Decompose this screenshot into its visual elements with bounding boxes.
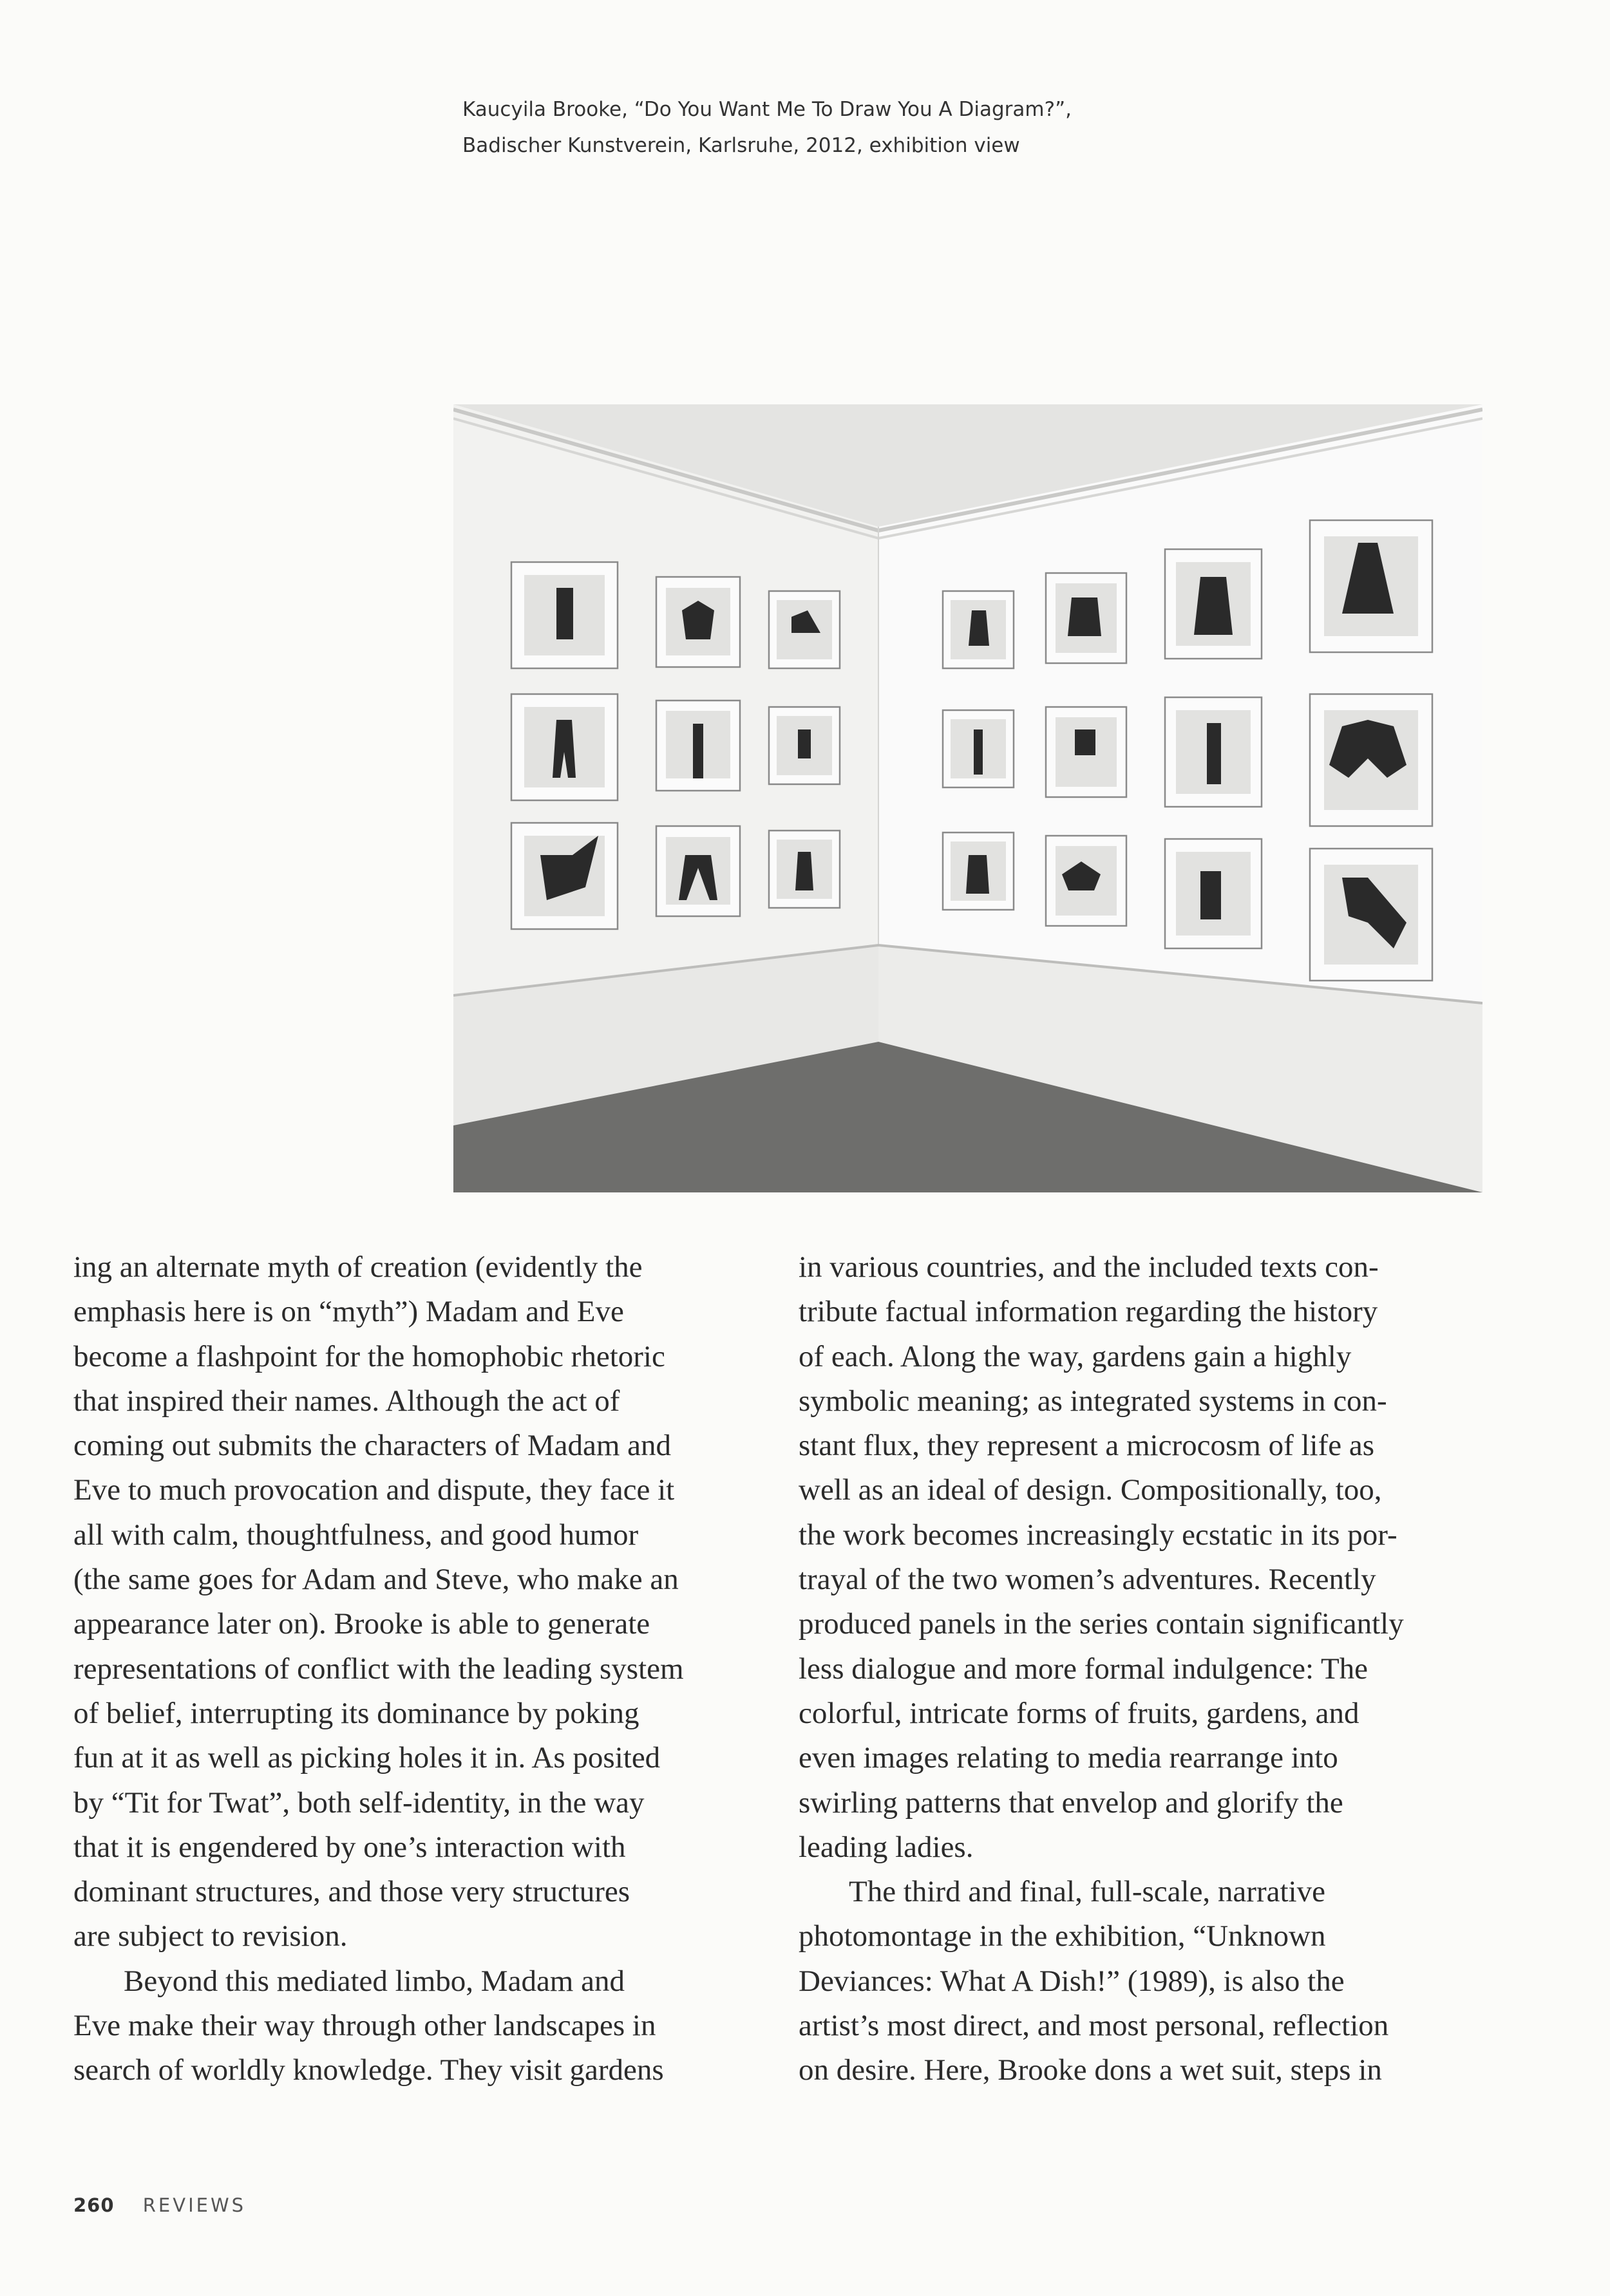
text-line: search of worldly knowledge. They visit gardens — [73, 2053, 664, 2087]
text-line: colorful, intricate forms of fruits, gardens, and — [799, 1696, 1359, 1730]
text-line: Eve make their way through other landscapes in — [73, 2009, 656, 2043]
left-text-column — [73, 1245, 717, 2093]
page-number: 260 — [73, 2194, 115, 2216]
photo-caption — [462, 91, 1235, 164]
text-line: representations of conflict with the leading system — [73, 1651, 684, 1686]
text-line: ing an alternate myth of creation (evidently the — [73, 1250, 643, 1284]
text-line: tribute factual information regarding the history — [799, 1295, 1378, 1329]
paragraph — [799, 1870, 1443, 2093]
paragraph — [73, 1959, 717, 2093]
text-line: Deviances: What A Dish!” (1989), is also the — [799, 1964, 1345, 1998]
caption-line-2: Badischer Kunstverein, Karlsruhe, 2012, exhibition view — [462, 134, 1020, 157]
text-line: swirling patterns that envelop and glorify the — [799, 1785, 1343, 1820]
section-label: REVIEWS — [142, 2194, 247, 2216]
page-footer — [73, 2194, 246, 2216]
text-line: Eve to much provocation and dispute, they face it — [73, 1473, 675, 1507]
text-line: trayal of the two women’s adventures. Recently — [799, 1563, 1376, 1597]
text-line: become a flashpoint for the homophobic rhetoric — [73, 1339, 665, 1373]
text-line: by “Tit for Twat”, both self-identity, in the way — [73, 1785, 645, 1820]
text-line: all with calm, thoughtfulness, and good humor — [73, 1518, 639, 1552]
text-line: photomontage in the exhibition, “Unknown — [799, 1919, 1326, 1953]
text-line: the work becomes increasingly ecstatic in its por- — [799, 1518, 1397, 1552]
text-line: less dialogue and more formal indulgence: The — [799, 1651, 1368, 1686]
text-line: stant flux, they represent a microcosm of life as — [799, 1429, 1375, 1463]
text-line: coming out submits the characters of Madam and — [73, 1429, 671, 1463]
text-line: appearance later on). Brooke is able to generate — [73, 1607, 650, 1641]
text-line: artist’s most direct, and most personal, reflection — [799, 2009, 1389, 2043]
text-line: (the same goes for Adam and Steve, who make an — [73, 1563, 679, 1597]
text-line: leading ladies. — [799, 1830, 974, 1864]
text-line: are subject to revision. — [73, 1919, 348, 1953]
text-line: Beyond this mediated limbo, Madam and — [124, 1964, 625, 1998]
right-text-column — [799, 1245, 1443, 2093]
paragraph — [799, 1245, 1443, 1870]
text-line: well as an ideal of design. Compositionally, too, — [799, 1473, 1382, 1507]
text-line: that it is engendered by one’s interaction with — [73, 1830, 626, 1864]
text-line: of belief, interrupting its dominance by poking — [73, 1696, 639, 1730]
paragraph — [73, 1245, 717, 1959]
text-line: even images relating to media rearrange into — [799, 1741, 1338, 1775]
caption-line-1: Kaucyila Brooke, “Do You Want Me To Draw You A Diagram?”, — [462, 98, 1072, 121]
exhibition-photo — [453, 404, 1482, 1192]
text-line: on desire. Here, Brooke dons a wet suit, steps in — [799, 2053, 1382, 2087]
text-line: emphasis here is on “myth”) Madam and Eve — [73, 1295, 624, 1329]
text-line: that inspired their names. Although the act of — [73, 1384, 620, 1418]
text-line: of each. Along the way, gardens gain a highly — [799, 1339, 1352, 1373]
text-line: produced panels in the series contain significantly — [799, 1607, 1404, 1641]
text-line: symbolic meaning; as integrated systems in con- — [799, 1384, 1387, 1418]
text-line: dominant structures, and those very structures — [73, 1875, 630, 1909]
text-line: The third and final, full-scale, narrative — [849, 1875, 1325, 1909]
text-line: fun at it as well as picking holes it in. As posited — [73, 1741, 661, 1775]
text-line: in various countries, and the included texts con- — [799, 1250, 1379, 1284]
